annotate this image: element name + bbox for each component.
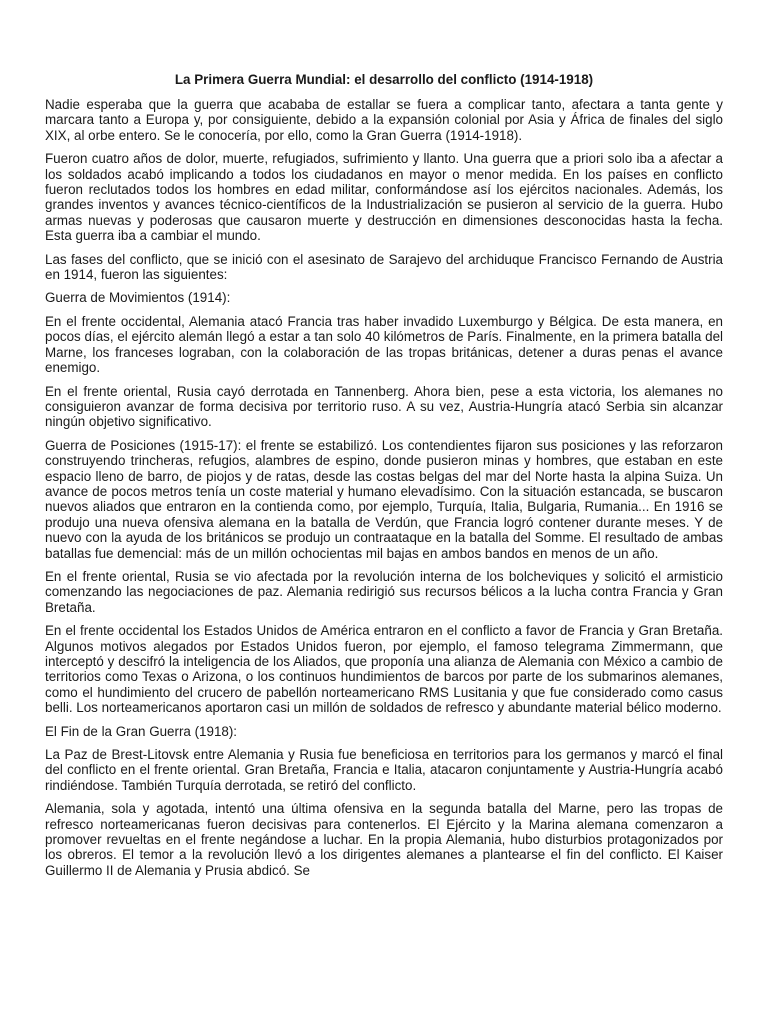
paragraph-intro: Nadie esperaba que la guerra que acababa de estallar se fuera a complicar tanto, afectara a tanta gente y marcara tanto a Europa y, por consiguiente, debido a la expansión colonial por Asia y África de finales del siglo XIX, al orbe entero. Se le conocería, por ello, como la Gran Guerra (1914-1918). (45, 97, 723, 143)
section-heading-end-of-war: El Fin de la Gran Guerra (1918): (45, 723, 238, 739)
paragraph-western-front-1914: En el frente occidental, Alemania atacó Francia tras haber invadido Luxemburgo y Bélgica. De esta manera, en pocos días, el ejército alemán llegó a estar a tan solo 40 kilómetros de París. Finalmente, en la primera batalla del Marne, los franceses lograban, con la colaboración de las tropas británicas, detener a duras penas el avance enemigo. (45, 313, 723, 376)
paragraph-positions-war: Guerra de Posiciones (1915-17): el frente se estabilizó. Los contendientes fijaron sus posiciones y las reforzaron construyendo trincheras, refugios, alambres de espino, donde pusieron minas y hombres, que estaban en este espacio lleno de barro, de piojos y de ratas, desde las costas belgas del mar del Norte hasta la alpina Suiza. Un avance de pocos metros tenía un coste material y humano elevadísimo. Con la situación estancada, se buscaron nuevos aliados que entraron en la contienda como, por ejemplo, Turquía, Italia, Bulgaria, Rumania... En 1916 se produjo una nueva ofensiva alemana en la batalla de Verdún, que Francia logró contener durante meses. Y de nuevo con la ayuda de los británicos se produjo un contraataque en la batalla del Somme. El resultado de ambas batallas fue demencial: más de un millón ochocientas mil bajas en ambos bandos en menos de un año. (45, 437, 723, 561)
paragraph-germany-last-offensive: Alemania, sola y agotada, intentó una última ofensiva en la segunda batalla del Marne, pero las tropas de refresco norteamericanas fueron decisivas para contenerlos. El Ejército y la Marina alemana comenzaron a promover revueltas en el frente negándose a luchar. En la propia Alemania, hubo disturbios protagonizados por los obreros. El temor a la revolución llevó a los dirigentes alemanes a plantearse el fin del conflicto. El Kaiser Guillermo II de Alemania y Prusia abdicó. Se (45, 801, 723, 878)
paragraph-phases-intro: Las fases del conflicto, que se inició con el asesinato de Sarajevo del archiduque Francisco Fernando de Austria en 1914, fueron las siguientes: (45, 251, 723, 283)
paragraph-western-front-usa: En el frente occidental los Estados Unidos de América entraron en el conflicto a favor de Francia y Gran Bretaña. Algunos motivos alegados por Estados Unidos fueron, por ejemplo, el famoso telegrama Zimmermann, que interceptó y descifró la inteligencia de los Aliados, que proponía una alianza de Alemania con México a cambio de territorios como Texas o Arizona, o los continuos hundimientos de barcos por parte de los submarinos alemanes, como el hundimiento del crucero de pabellón norteamericano RMS Lusitania y que fue considerado como casus belli. Los norteamericanos aportaron casi un millón de soldados de refresco y abundante material bélico moderno. (45, 623, 723, 716)
paragraph-years-of-pain: Fueron cuatro años de dolor, muerte, refugiados, sufrimiento y llanto. Una guerra que a priori solo iba a afectar a los soldados acabó implicando a todos los ciudadanos en mayor o menor medida. En los países en conflicto fueron reclutados todos los hombres en edad militar, conformándose así los ejércitos nacionales. Además, los grandes inventos y avances técnico-científicos de la Industrialización se pusieron al servicio de la guerra. Hubo armas nuevas y poderosas que causaron muerte y destrucción en dimensiones desconocidas hasta la fecha. Esta guerra iba a cambiar el mundo. (45, 151, 723, 244)
section-heading-movements: Guerra de Movimientos (1914): (45, 290, 231, 306)
paragraph-brest-litovsk: La Paz de Brest-Litovsk entre Alemania y Rusia fue beneficiosa en territorios para los germanos y marcó el final del conflicto en el frente oriental. Gran Bretaña, Francia e Italia, atacaron conjuntamente y Austria-Hungría acabó rindiéndose. También Turquía derrotada, se retiró del conflicto. (45, 747, 723, 793)
document-page (45, 72, 723, 886)
document-title: La Primera Guerra Mundial: el desarrollo del conflicto (1914-1918) (174, 72, 594, 87)
paragraph-eastern-front-1914: En el frente oriental, Rusia cayó derrotada en Tannenberg. Ahora bien, pese a esta victoria, los alemanes no consiguieron avanzar de forma decisiva por territorio ruso. A su vez, Austria-Hungría atacó Serbia sin alcanzar ningún objetivo significativo. (45, 383, 723, 430)
paragraph-eastern-front-revolution: En el frente oriental, Rusia se vio afectada por la revolución interna de los bolcheviques y solicitó el armisticio comenzando las negociaciones de paz. Alemania redirigió sus recursos bélicos a la lucha contra Francia y Gran Bretaña. (45, 568, 723, 615)
